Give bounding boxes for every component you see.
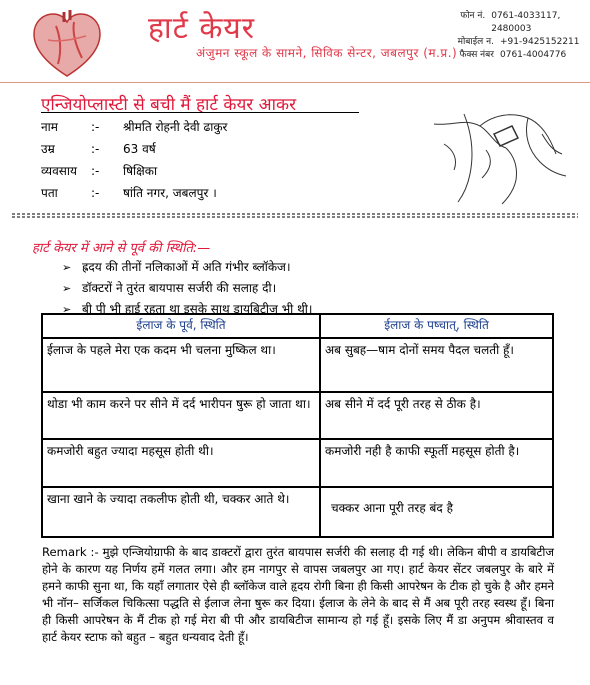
table-row: [42, 338, 553, 392]
header-divider: [0, 82, 590, 83]
arrow-bullet-icon: ➢: [62, 282, 72, 295]
arrow-bullet-icon: ➢: [62, 303, 72, 316]
contact-mobile: मोबाईल न. +91-9425152211: [457, 37, 580, 47]
remark-paragraph: [42, 544, 554, 646]
header-before: ईलाज के पूर्व, स्थिति: [42, 314, 320, 338]
patient-name-row: नाम :- श्रीमति रोहनी देवी ढाकुर: [41, 120, 228, 134]
patient-occupation-row: व्यवसाय :- षिक्षिका: [41, 164, 158, 178]
contact-block: [420, 10, 590, 62]
table-row: [42, 487, 553, 537]
cell-after: अब सुबह—षाम दोनों समय पैदल चलती हूँ।: [320, 338, 553, 392]
cell-before: खाना खाने के ज्यादा तकलीफ होती थी, चक्कर आते थे।: [42, 487, 320, 537]
cell-after: चक्कर आना पूरी तरह बंद है: [320, 487, 553, 537]
angiogram-image: [424, 104, 572, 206]
cell-after: कमजोरी नही है काफी स्फूर्ती महसूस होती है।: [320, 439, 553, 487]
remark-text: मुझे एन्जियोग्राफी के बाद डाक्टरों द्वारा तुरंत बायपास सर्जरी की सलाह दी गई थी। लेकिन बीपी व डायबिटीज होने के कारण यह निर्णय हमें गलत लगा। और हम नागपुर से वापस जबलपुर आ गए। हार्ट केयर सेंटर जबलपुर के बारे में हमने काफी सुना था, कि यहॉं लगातार ऐसे ही ब्लॉकेज वाले हृदय रोगी बिना ही किसी आपरेषन के टीक हो चुके है और हमने भी नॉन– सर्जिकल चिकित्सा पद्धति से ईलाज लेना षुरू कर दिया। ईलाज के लेने के बाद से मैं अब पूरी तरह स्वस्थ हूँ। बिना ही किसी आपरेषन के मैं टीक हो गई मेरा बी पी और डायबिटीज सामान्य हो गई हूँ। इसके लिए मैं डा अनुपम श्रीवास्तव व हार्ट केयर स्टाफ को बहुत – बहुत धन्यवाद देती हूँ।: [42, 545, 555, 644]
patient-address-row: पता :- षांति नगर, जबलपुर ।: [41, 186, 217, 200]
list-item: ➢ बी पी भी हाई रहता था इसके साथ डायबिटीज भी थी।: [62, 299, 312, 320]
patient-info: [41, 116, 227, 204]
section-divider: [12, 212, 578, 218]
header-after: ईलाज के पष्चात्, स्थिति: [320, 314, 553, 338]
comparison-table: [41, 313, 554, 538]
brand-title: हार्ट केयर: [148, 11, 256, 46]
before-points-list: [62, 257, 312, 320]
table-row: [42, 439, 553, 487]
cell-before: कमजोरी बहुत ज्यादा महसूस होती थी।: [42, 439, 320, 487]
list-item: ➢ डॉक्टरों ने तुरंत बायपास सर्जरी की सलाह दी।: [62, 278, 312, 299]
patient-age-row: उम्र :- 63 वर्ष: [41, 142, 156, 156]
heart-logo: [28, 6, 106, 84]
table-header-row: [42, 314, 553, 338]
contact-fax: फैक्स नंबर 0761-4004776: [459, 50, 567, 60]
contact-phone: फोन नं. 0761-4033117, 2480003: [460, 11, 561, 34]
page-headline: एन्जियोप्लास्टी से बची मैं हार्ट केयर आकर: [41, 95, 297, 115]
cell-before: थोडा भी काम करने पर सीने में दर्द भारीपन षुरू हो जाता था।: [42, 392, 320, 439]
cell-before: ईलाज के पहले मेरा एक कदम भी चलना मुष्किल था।: [42, 338, 320, 392]
arrow-bullet-icon: ➢: [62, 261, 72, 274]
address-line: अंजुमन स्कूल के सामने, सिविक सेन्टर, जबलपुर (म.प्र.): [196, 46, 458, 60]
list-item: ➢ ह्रदय की तीनों नलिकाओं में अति गंभीर ब्लॉकेज।: [62, 257, 312, 278]
remark-label: Remark :-: [42, 545, 99, 559]
headline-underline: [41, 112, 359, 113]
cell-after: अब सीने में दर्द पूरी तरह से ठीक है।: [320, 392, 553, 439]
table-row: [42, 392, 553, 439]
before-section-title: हार्ट केयर में आने से पूर्व की स्थिति:—: [32, 241, 211, 256]
